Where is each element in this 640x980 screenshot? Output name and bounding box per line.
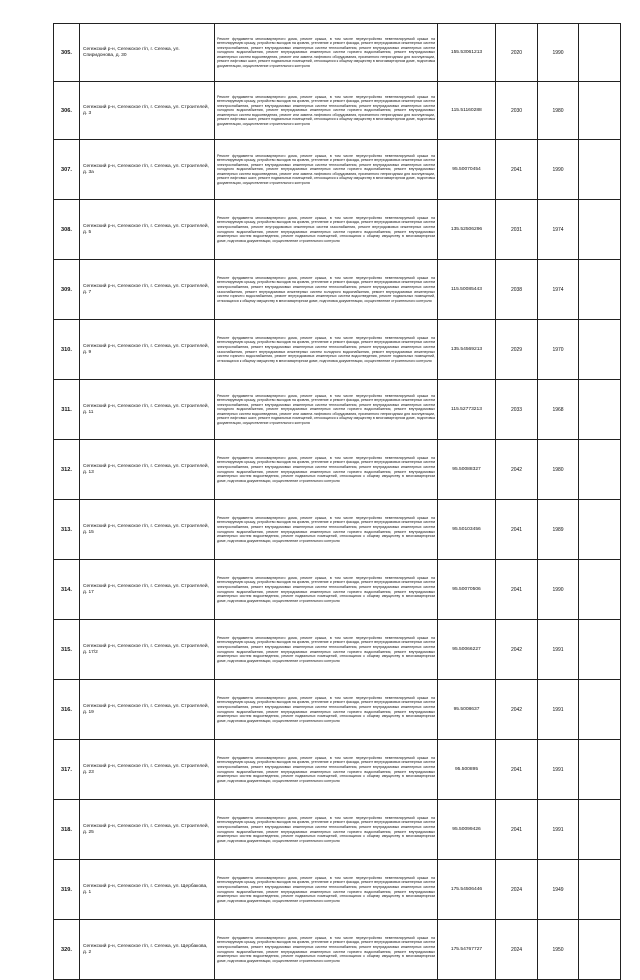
empty-cell (579, 82, 621, 140)
table-row (54, 440, 621, 500)
table-row (54, 560, 621, 620)
works-description-cell: Ремонт фундамента многоквартирного дома, ремонт крыши, в том числе переустройство невентилируемой крыши на вентилируемую крышу, устройство выходов на кровлю, утепление и ремонт фасада, ремонт внутридомовых инженерных систем электроснабжения, ремонт внутридомовых инженерных систем теплоснабжения, ремонт внутридомовых инженерных систем газоснабжения, ремонт внутридомовых инженерных систем холодного водоснабжения, ремонт внутридомовых инженерных систем горячего водоснабжения, ремонт внутридомовых инженерных систем водоотведения, ремонт подвальных помещений, относящихся к общему имуществу в многоквартирном доме, подготовка документации, осуществление строительного контроля (215, 260, 438, 320)
built-year-cell: 1990 (538, 24, 579, 82)
works-description-cell: Ремонт фундамента многоквартирного дома, ремонт крыши, в том числе переустройство невентилируемой крыши на вентилируемую крышу, устройство выходов на кровлю, утепление и ремонт фасада, ремонт внутридомовых инженерных систем электроснабжения, ремонт внутридомовых инженерных систем теплоснабжения, ремонт внутридомовых инженерных систем холодного водоснабжения, ремонт внутридомовых инженерных систем горячего водоснабжения, ремонт внутридомовых инженерных систем водоотведения, ремонт или замена лифтового оборудования, признанного непригодным для эксплуатации, ремонт лифтовых шахт, ремонт подвальных помещений, относящихся к общему имуществу в многоквартирном доме, подготовка документации, осуществление строительного контроля (215, 380, 438, 440)
address-cell: Сегежский р-н, Сегежское г/п, г. Сегежа, ул. Строителей, д. 17/2 (80, 620, 215, 680)
row-number: 314. (54, 560, 80, 620)
repair-year-cell: 2042 (496, 680, 538, 740)
built-year-cell: 1970 (538, 320, 579, 380)
row-number: 311. (54, 380, 80, 440)
repair-year-cell: 2041 (496, 140, 538, 200)
works-description-cell: Ремонт фундамента многоквартирного дома, ремонт крыши, в том числе переустройство невентилируемой крыши на вентилируемую крышу, устройство выходов на кровлю, утепление и ремонт фасада, ремонт внутридомовых инженерных систем электроснабжения, ремонт внутридомовых инженерных систем теплоснабжения, ремонт внутридомовых инженерных систем холодного водоснабжения, ремонт внутридомовых инженерных систем горячего водоснабжения, ремонт внутридомовых инженерных систем водоотведения, ремонт подвальных помещений, относящихся к общему имуществу в многоквартирном доме, подготовка документации, осуществление строительного контроля (215, 800, 438, 860)
repair-year-cell: 2041 (496, 800, 538, 860)
works-description-cell: Ремонт фундамента многоквартирного дома, ремонт крыши, в том числе переустройство невентилируемой крыши на вентилируемую крышу, устройство выходов на кровлю, утепление и ремонт фасада, ремонт внутридомовых инженерных систем электроснабжения, ремонт внутридомовых инженерных систем теплоснабжения, ремонт внутридомовых инженерных систем холодного водоснабжения, ремонт внутридомовых инженерных систем горячего водоснабжения, ремонт внутридомовых инженерных систем водоотведения, ремонт подвальных помещений, относящихся к общему имуществу в многоквартирном доме, подготовка документации, осуществление строительного контроля (215, 500, 438, 560)
empty-cell (579, 200, 621, 260)
address-cell: Сегежский р-н, Сегежское г/п, г. Сегежа, ул. Строителей, д. 15 (80, 500, 215, 560)
works-description-cell: Ремонт фундамента многоквартирного дома, ремонт крыши, в том числе переустройство невентилируемой крыши на вентилируемую крышу, устройство выходов на кровлю, утепление и ремонт фасада, ремонт внутридомовых инженерных систем электроснабжения, ремонт внутридомовых инженерных систем газоснабжения, ремонт внутридомовых инженерных систем холодного водоснабжения, ремонт внутридомовых инженерных систем горячего водоснабжения, ремонт внутридомовых инженерных систем водоотведения, ремонт подвальных помещений, относящихся к общему имуществу в многоквартирном доме, подготовка документации, осуществление строительного контроля (215, 200, 438, 260)
works-description-cell: Ремонт фундамента многоквартирного дома, ремонт крыши, в том числе переустройство невентилируемой крыши на вентилируемую крышу, устройство выходов на кровлю, утепление и ремонт фасада, ремонт внутридомовых инженерных систем электроснабжения, ремонт внутридомовых инженерных систем теплоснабжения, ремонт внутридомовых инженерных систем газоснабжения, ремонт внутридомовых инженерных систем холодного водоснабжения, ремонт внутридомовых инженерных систем горячего водоснабжения, ремонт внутридомовых инженерных систем водоотведения, ремонт подвальных помещений, относящихся к общему имуществу в многоквартирном доме, подготовка документации, осуществление строительного контроля (215, 320, 438, 380)
built-year-cell: 1974 (538, 260, 579, 320)
repair-year-cell: 2042 (496, 440, 538, 500)
repair-program-table (53, 23, 621, 980)
address-cell: Сегежский р-н, Сегежское г/п, г. Сегежа, ул. Строителей, д. 3а (80, 140, 215, 200)
table-row (54, 140, 621, 200)
empty-cell (579, 920, 621, 980)
value-cell: 155.53061213 (438, 24, 496, 82)
address-cell: Сегежский р-н, Сегежское г/п, г. Сегежа, ул. Строителей, д. 11 (80, 380, 215, 440)
document-page (53, 23, 620, 980)
built-year-cell: 1991 (538, 800, 579, 860)
value-cell: 95.50070454 (438, 140, 496, 200)
works-description-cell: Ремонт фундамента многоквартирного дома, ремонт крыши, в том числе переустройство невентилируемой крыши на вентилируемую крышу, устройство выходов на кровлю, утепление и ремонт фасада, ремонт внутридомовых инженерных систем электроснабжения, ремонт внутридомовых инженерных систем теплоснабжения, ремонт внутридомовых инженерных систем холодного водоснабжения, ремонт внутридомовых инженерных систем горячего водоснабжения, ремонт внутридомовых инженерных систем водоотведения, ремонт подвальных помещений, относящихся к общему имуществу в многоквартирном доме, подготовка документации, осуществление строительного контроля (215, 740, 438, 800)
repair-year-cell: 2031 (496, 200, 538, 260)
row-number: 313. (54, 500, 80, 560)
repair-year-cell: 2020 (496, 24, 538, 82)
built-year-cell: 1989 (538, 500, 579, 560)
built-year-cell: 1949 (538, 860, 579, 920)
built-year-cell: 1974 (538, 200, 579, 260)
row-number: 308. (54, 200, 80, 260)
row-number: 309. (54, 260, 80, 320)
table-row (54, 260, 621, 320)
value-cell: 95.50088327 (438, 440, 496, 500)
empty-cell (579, 860, 621, 920)
repair-year-cell: 2030 (496, 82, 538, 140)
repair-year-cell: 2024 (496, 860, 538, 920)
table-row (54, 380, 621, 440)
works-description-cell: Ремонт фундамента многоквартирного дома, ремонт крыши, в том числе переустройство невентилируемой крыши на вентилируемую крышу, устройство выходов на кровлю, утепление и ремонт фасада, ремонт внутридомовых инженерных систем электроснабжения, ремонт внутридомовых инженерных систем теплоснабжения, ремонт внутридомовых инженерных систем холодного водоснабжения, ремонт внутридомовых инженерных систем горячего водоснабжения, ремонт внутридомовых инженерных систем водоотведения, ремонт или замена лифтового оборудования, признанного непригодным для эксплуатации, ремонт лифтовых шахт, ремонт подвальных помещений, относящихся к общему имуществу в многоквартирном доме, подготовка документации, осуществление строительного контроля (215, 140, 438, 200)
empty-cell (579, 800, 621, 860)
value-cell: 95.500895 (438, 740, 496, 800)
built-year-cell: 1991 (538, 680, 579, 740)
value-cell: 175.54506446 (438, 860, 496, 920)
works-description-cell: Ремонт фундамента многоквартирного дома, ремонт крыши, в том числе переустройство невентилируемой крыши на вентилируемую крышу, устройство выходов на кровлю, утепление и ремонт фасада, ремонт внутридомовых инженерных систем электроснабжения, ремонт внутридомовых инженерных систем теплоснабжения, ремонт внутридомовых инженерных систем холодного водоснабжения, ремонт внутридомовых инженерных систем горячего водоснабжения, ремонт внутридомовых инженерных систем водоотведения, ремонт подвальных помещений, относящихся к общему имуществу в многоквартирном доме, подготовка документации, осуществление строительного контроля (215, 560, 438, 620)
row-number: 320. (54, 920, 80, 980)
value-cell: 95.5008637 (438, 680, 496, 740)
value-cell: 135.52506296 (438, 200, 496, 260)
row-number: 317. (54, 740, 80, 800)
built-year-cell: 1980 (538, 440, 579, 500)
value-cell: 95.50099426 (438, 800, 496, 860)
address-cell: Сегежский р-н, Сегежское г/п, г. Сегежа, ул. Строителей, д. 23 (80, 740, 215, 800)
built-year-cell: 1991 (538, 740, 579, 800)
empty-cell (579, 260, 621, 320)
value-cell: 95.50070506 (438, 560, 496, 620)
address-cell: Сегежский р-н, Сегежское г/п, г. Сегежа, ул. Щербакова, д. 1 (80, 860, 215, 920)
table-row (54, 82, 621, 140)
address-cell: Сегежский р-н, Сегежское г/п, г. Сегежа, ул. Строителей, д. 13 (80, 440, 215, 500)
address-cell: Сегежский р-н, Сегежское г/п, г. Сегежа, ул. Строителей, д. 7 (80, 260, 215, 320)
table-row (54, 320, 621, 380)
table-row (54, 860, 621, 920)
row-number: 310. (54, 320, 80, 380)
value-cell: 115.50085443 (438, 260, 496, 320)
row-number: 316. (54, 680, 80, 740)
value-cell: 135.54569213 (438, 320, 496, 380)
built-year-cell: 1990 (538, 140, 579, 200)
works-description-cell: Ремонт фундамента многоквартирного дома, ремонт крыши, в том числе переустройство невентилируемой крыши на вентилируемую крышу, устройство выходов на кровлю, утепление и ремонт фасада, ремонт внутридомовых инженерных систем электроснабжения, ремонт внутридомовых инженерных систем теплоснабжения, ремонт внутридомовых инженерных систем холодного водоснабжения, ремонт внутридомовых инженерных систем горячего водоснабжения, ремонт внутридомовых инженерных систем водоотведения, ремонт подвальных помещений, относящихся к общему имуществу в многоквартирном доме, подготовка документации, осуществление строительного контроля (215, 860, 438, 920)
repair-year-cell: 2024 (496, 920, 538, 980)
value-cell: 95.50103456 (438, 500, 496, 560)
table-row (54, 24, 621, 82)
row-number: 306. (54, 82, 80, 140)
table-row (54, 800, 621, 860)
empty-cell (579, 320, 621, 380)
built-year-cell: 1990 (538, 560, 579, 620)
row-number: 318. (54, 800, 80, 860)
address-cell: Сегежский р-н, Сегежское г/п, г. Сегежа, ул. Строителей, д. 25 (80, 800, 215, 860)
works-description-cell: Ремонт фундамента многоквартирного дома, ремонт крыши, в том числе переустройство невентилируемой крыши на вентилируемую крышу, устройство выходов на кровлю, утепление и ремонт фасада, ремонт внутридомовых инженерных систем электроснабжения, ремонт внутридомовых инженерных систем теплоснабжения, ремонт внутридомовых инженерных систем холодного водоснабжения, ремонт внутридомовых инженерных систем горячего водоснабжения, ремонт внутридомовых инженерных систем водоотведения, ремонт подвальных помещений, относящихся к общему имуществу в многоквартирном доме, подготовка документации, осуществление строительного контроля (215, 440, 438, 500)
address-cell: Сегежский р-н, Сегежское г/п, г. Сегежа, ул. Строителей, д. 17 (80, 560, 215, 620)
empty-cell (579, 440, 621, 500)
repair-year-cell: 2033 (496, 380, 538, 440)
table-row (54, 740, 621, 800)
value-cell: 115.51160288 (438, 82, 496, 140)
row-number: 305. (54, 24, 80, 82)
address-cell: Сегежский р-н, Сегежское г/п, г. Сегежа, ул. Строителей, д. 3 (80, 82, 215, 140)
empty-cell (579, 24, 621, 82)
works-description-cell: Ремонт фундамента многоквартирного дома, ремонт крыши, в том числе переустройство невентилируемой крыши на вентилируемую крышу, устройство выходов на кровлю, утепление и ремонт фасада, ремонт внутридомовых инженерных систем электроснабжения, ремонт внутридомовых инженерных систем теплоснабжения, ремонт внутридомовых инженерных систем холодного водоснабжения, ремонт внутридомовых инженерных систем горячего водоснабжения, ремонт внутридомовых инженерных систем водоотведения, ремонт или замена лифтового оборудования, признанного непригодным для эксплуатации, ремонт лифтовых шахт, ремонт подвальных помещений, относящихся к общему имуществу в многоквартирном доме, подготовка документации, осуществление строительного контроля (215, 82, 438, 140)
empty-cell (579, 560, 621, 620)
empty-cell (579, 680, 621, 740)
address-cell: Сегежский р-н, Сегежское г/п, г. Сегежа, ул. Строителей, д. 5 (80, 200, 215, 260)
table-row (54, 200, 621, 260)
repair-year-cell: 2041 (496, 560, 538, 620)
works-description-cell: Ремонт фундамента многоквартирного дома, ремонт крыши, в том числе переустройство невентилируемой крыши на вентилируемую крышу, устройство выходов на кровлю, утепление и ремонт фасада, ремонт внутридомовых инженерных систем электроснабжения, ремонт внутридомовых инженерных систем теплоснабжения, ремонт внутридомовых инженерных систем холодного водоснабжения, ремонт внутридомовых инженерных систем горячего водоснабжения, ремонт внутридомовых инженерных систем водоотведения, ремонт или замена лифтового оборудования, признанного непригодным для эксплуатации, ремонт лифтовых шахт, ремонт подвальных помещений, относящихся к общему имуществу в многоквартирном доме, подготовка документации, осуществление строительного контроля (215, 24, 438, 82)
row-number: 319. (54, 860, 80, 920)
row-number: 315. (54, 620, 80, 680)
built-year-cell: 1980 (538, 82, 579, 140)
repair-year-cell: 2042 (496, 620, 538, 680)
value-cell: 175.54767727 (438, 920, 496, 980)
repair-year-cell: 2029 (496, 320, 538, 380)
repair-year-cell: 2041 (496, 740, 538, 800)
repair-year-cell: 2041 (496, 500, 538, 560)
built-year-cell: 1991 (538, 620, 579, 680)
row-number: 307. (54, 140, 80, 200)
table-row (54, 620, 621, 680)
empty-cell (579, 740, 621, 800)
works-description-cell: Ремонт фундамента многоквартирного дома, ремонт крыши, в том числе переустройство невентилируемой крыши на вентилируемую крышу, устройство выходов на кровлю, утепление и ремонт фасада, ремонт внутридомовых инженерных систем электроснабжения, ремонт внутридомовых инженерных систем теплоснабжения, ремонт внутридомовых инженерных систем холодного водоснабжения, ремонт внутридомовых инженерных систем горячего водоснабжения, ремонт внутридомовых инженерных систем водоотведения, ремонт подвальных помещений, относящихся к общему имуществу в многоквартирном доме, подготовка документации, осуществление строительного контроля (215, 920, 438, 980)
value-cell: 115.52773213 (438, 380, 496, 440)
table-row (54, 500, 621, 560)
value-cell: 95.50066227 (438, 620, 496, 680)
address-cell: Сегежский р-н, Сегежское г/п, г. Сегежа, ул. Строителей, д. 19 (80, 680, 215, 740)
built-year-cell: 1950 (538, 920, 579, 980)
works-description-cell: Ремонт фундамента многоквартирного дома, ремонт крыши, в том числе переустройство невентилируемой крыши на вентилируемую крышу, устройство выходов на кровлю, утепление и ремонт фасада, ремонт внутридомовых инженерных систем электроснабжения, ремонт внутридомовых инженерных систем теплоснабжения, ремонт внутридомовых инженерных систем холодного водоснабжения, ремонт внутридомовых инженерных систем горячего водоснабжения, ремонт внутридомовых инженерных систем водоотведения, ремонт подвальных помещений, относящихся к общему имуществу в многоквартирном доме, подготовка документации, осуществление строительного контроля (215, 680, 438, 740)
address-cell: Сегежский р-н, Сегежское г/п, г. Сегежа, ул. Строителей, д. 9 (80, 320, 215, 380)
empty-cell (579, 620, 621, 680)
address-cell: Сегежский р-н, Сегежское г/п, г. Сегежа, ул. Щербакова, д. 2 (80, 920, 215, 980)
table-body (54, 24, 621, 980)
empty-cell (579, 140, 621, 200)
works-description-cell: Ремонт фундамента многоквартирного дома, ремонт крыши, в том числе переустройство невентилируемой крыши на вентилируемую крышу, устройство выходов на кровлю, утепление и ремонт фасада, ремонт внутридомовых инженерных систем электроснабжения, ремонт внутридомовых инженерных систем теплоснабжения, ремонт внутридомовых инженерных систем холодного водоснабжения, ремонт внутридомовых инженерных систем горячего водоснабжения, ремонт внутридомовых инженерных систем водоотведения, ремонт подвальных помещений, относящихся к общему имуществу в многоквартирном доме, подготовка документации, осуществление строительного контроля (215, 620, 438, 680)
address-cell: Сегежский р-н, Сегежское г/п, г. Сегежа, ул. Спиридонова, д. 30 (80, 24, 215, 82)
built-year-cell: 1968 (538, 380, 579, 440)
row-number: 312. (54, 440, 80, 500)
empty-cell (579, 500, 621, 560)
empty-cell (579, 380, 621, 440)
table-row (54, 920, 621, 980)
repair-year-cell: 2038 (496, 260, 538, 320)
table-row (54, 680, 621, 740)
